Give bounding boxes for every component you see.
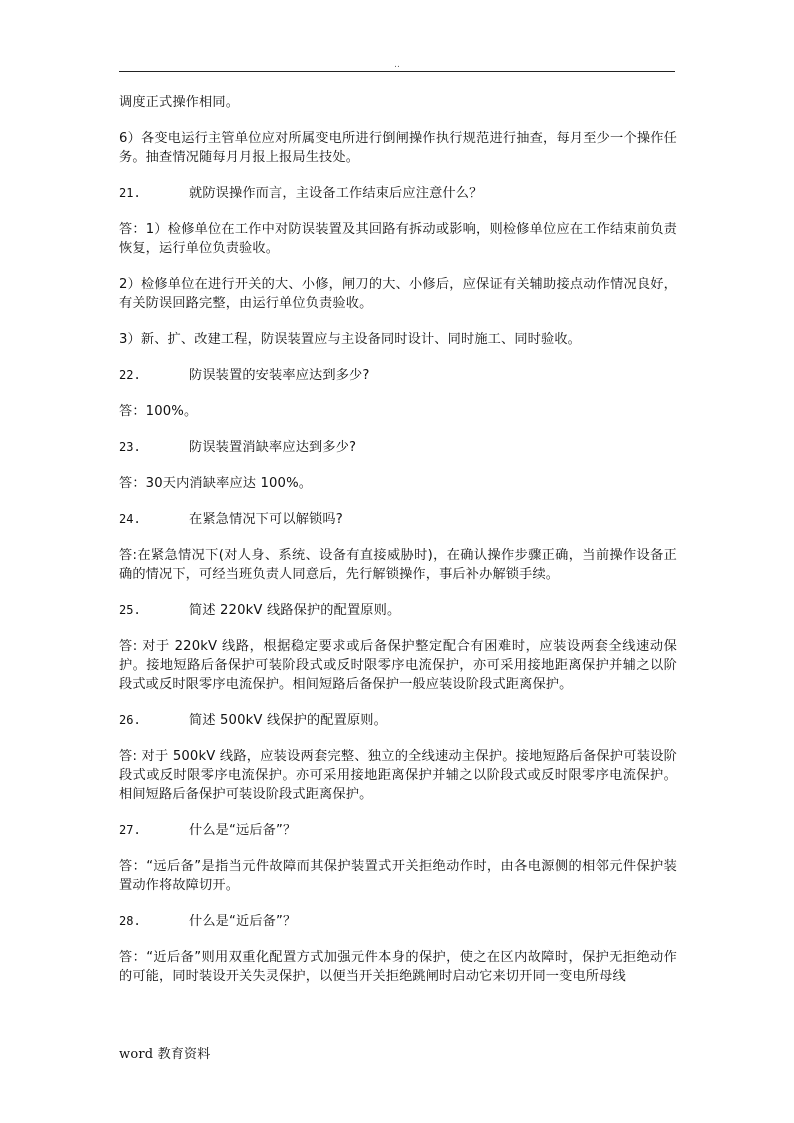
- paragraph: 调度正式操作相同。: [119, 95, 240, 110]
- question-heading: [119, 601, 677, 620]
- paragraph: 答：1）检修单位在工作中对防误装置及其回路有拆动或影响，则检修单位应在工作结束前负责恢复，运行单位负责验收。: [119, 222, 677, 256]
- paragraph: 答：“远后备”是指当元件故障而其保护装置式开关拒绝动作时，由各电源侧的相邻元件保护装置动作将故障切开。: [119, 859, 677, 893]
- question-text: 简述 220kV 线路保护的配置原则。: [189, 603, 401, 618]
- question-text: 什么是“近后备”？: [189, 914, 297, 929]
- question-number: 24.: [119, 512, 141, 526]
- document-body: [119, 93, 677, 1003]
- question-heading: [119, 711, 677, 730]
- question-number: 23.: [119, 440, 141, 454]
- page-footer: word 教育资料: [119, 1047, 211, 1062]
- question-number: 22.: [119, 368, 141, 382]
- question-heading: [119, 912, 677, 931]
- header-rule: [119, 71, 675, 72]
- paragraph: 答：100%。: [119, 404, 198, 419]
- question-number: 28.: [119, 914, 141, 928]
- question-text: 就防误操作而言，主设备工作结束后应注意什么？: [189, 186, 483, 201]
- paragraph: 2）检修单位在进行开关的大、小修，闸刀的大、小修后，应保证有关辅助接点动作情况良好，有关防误回路完整，由运行单位负责验收。: [119, 277, 677, 311]
- header-mark: ..: [394, 60, 400, 70]
- question-heading: [119, 184, 677, 203]
- question-text: 防误装置的安装率应达到多少?: [189, 368, 370, 383]
- question-number: 26.: [119, 713, 141, 727]
- paragraph: 答: 对于 220kV 线路，根据稳定要求或后备保护整定配合有困难时，应装设两套全线速动保护。接地短路后备保护可装阶段式或反时限零序电流保护，亦可采用接地距离保护并辅之以阶段式或反时限零序电流保护。相间短路后备保护一般应装设阶段式距离保护。: [119, 639, 677, 692]
- question-heading: [119, 821, 677, 840]
- question-number: 25.: [119, 603, 141, 617]
- question-number: 27.: [119, 823, 141, 837]
- question-text: 什么是“远后备”？: [189, 823, 297, 838]
- paragraph: 3）新、扩、改建工程，防误装置应与主设备同时设计、同时施工、同时验收。: [119, 332, 582, 347]
- paragraph: 答：“近后备”则用双重化配置方式加强元件本身的保护，使之在区内故障时，保护无拒绝动作的可能，同时装设开关失灵保护，以便当开关拒绝跳闸时启动它来切开同一变电所母线: [119, 950, 677, 984]
- paragraph: 答：30天内消缺率应达 100%。: [119, 476, 313, 491]
- paragraph: 答: 对于 500kV 线路，应装设两套完整、独立的全线速动主保护。接地短路后备保护可装设阶段式或反时限零序电流保护。亦可采用接地距离保护并辅之以阶段式或反时限零序电流保护。相间短路后备保护可装设阶段式距离保护。: [119, 749, 677, 802]
- question-heading: [119, 510, 677, 529]
- question-text: 在紧急情况下可以解锁吗?: [189, 512, 343, 527]
- question-text: 简述 500kV 线保护的配置原则。: [189, 713, 387, 728]
- question-heading: [119, 366, 677, 385]
- paragraph: 6）各变电运行主管单位应对所属变电所进行倒闸操作执行规范进行抽查，每月至少一个操作任务。抽查情况随每月月报上报局生技处。: [119, 131, 677, 165]
- paragraph: 答:在紧急情况下(对人身、系统、设备有直接威胁时)，在确认操作步骤正确，当前操作设备正确的情况下，可经当班负责人同意后，先行解锁操作，事后补办解锁手续。: [119, 548, 677, 582]
- question-number: 21.: [119, 186, 141, 200]
- question-heading: [119, 438, 677, 457]
- question-text: 防误装置消缺率应达到多少?: [189, 440, 357, 455]
